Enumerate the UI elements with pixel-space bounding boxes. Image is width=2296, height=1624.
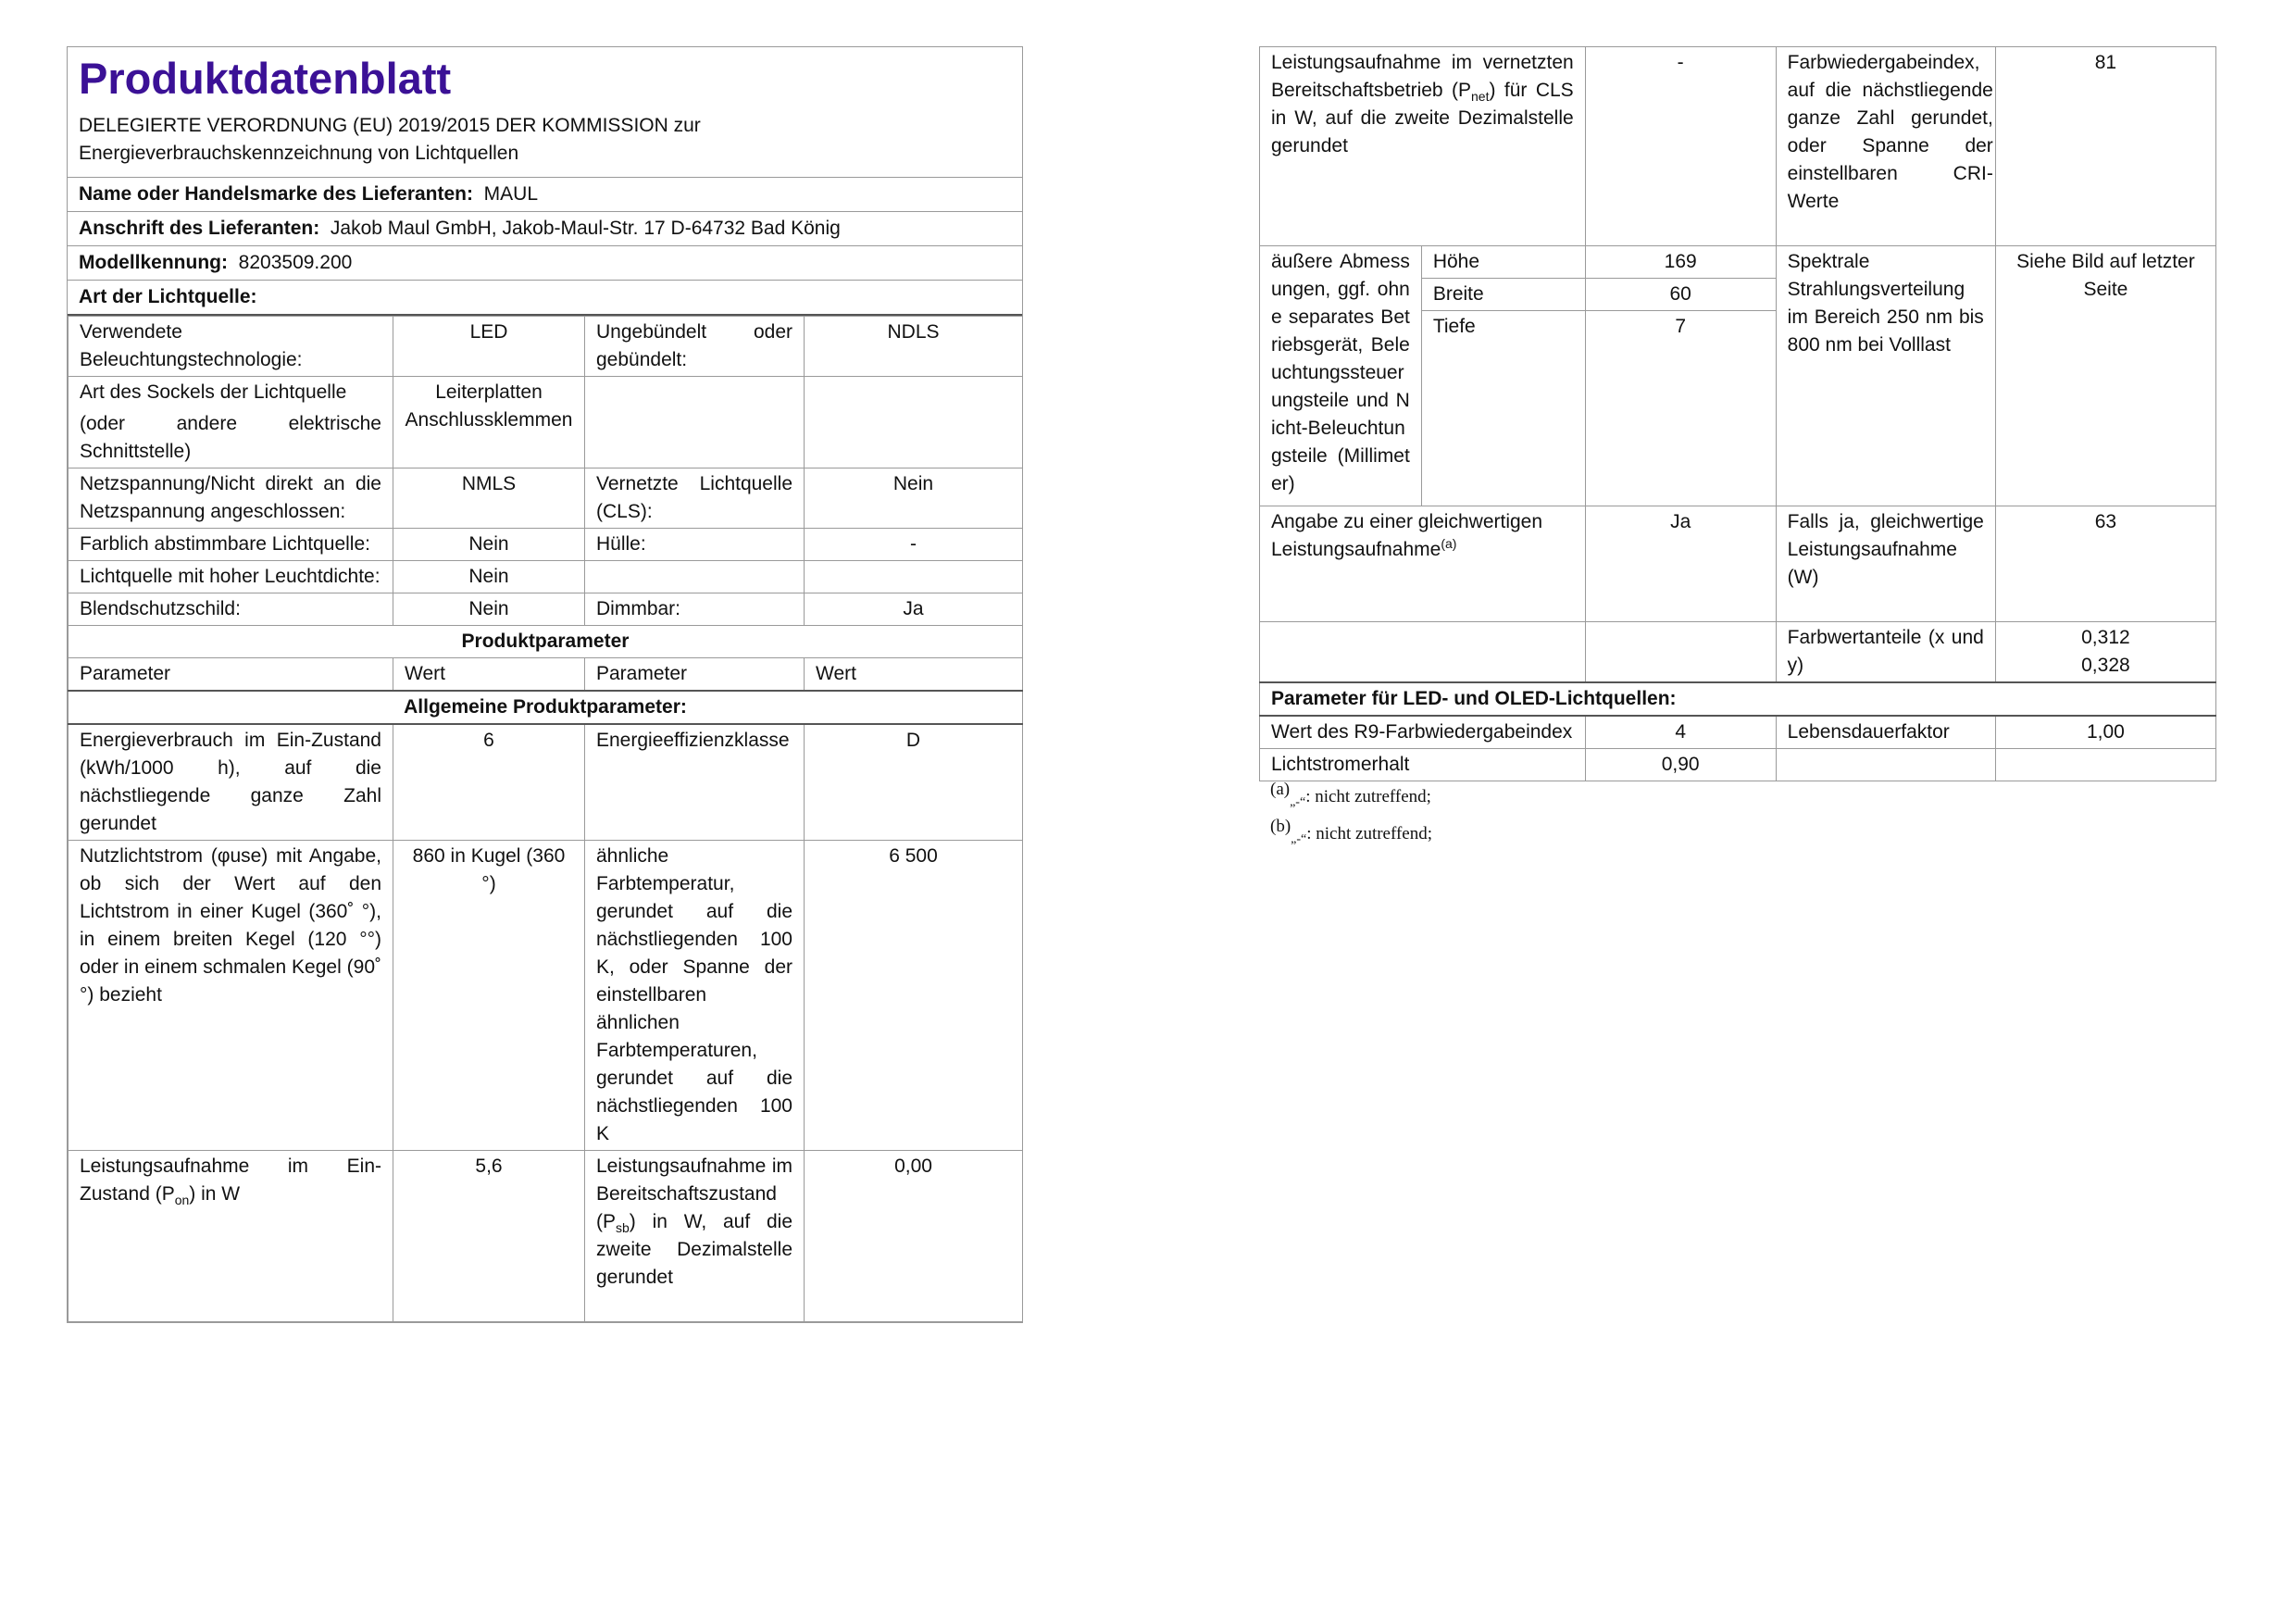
left-datasheet bbox=[67, 46, 1023, 1323]
depth-value: 7 bbox=[1585, 311, 1776, 506]
light-source-type-label: Art der Lichtquelle: bbox=[79, 286, 257, 307]
supplier-row bbox=[68, 178, 1022, 212]
value-cell: 0,00 bbox=[805, 1151, 1023, 1322]
value-cell: Nein bbox=[393, 561, 585, 593]
param-cell: Falls ja, gleichwertige Leistungsaufnahme (W) bbox=[1776, 506, 1995, 622]
empty-cell bbox=[1776, 749, 1995, 781]
column-header-value: Wert bbox=[393, 658, 585, 692]
param-cell: Farbwiedergabeindex, auf die nächstliegende ganze Zahl gerundet, oder Spanne der einstellbaren CRI-Werte bbox=[1776, 47, 1995, 246]
value-cell: NMLS bbox=[393, 468, 585, 529]
param-cell: Verwendete Beleuchtungstechnologie: bbox=[69, 317, 393, 377]
table-row bbox=[69, 561, 1023, 593]
param-cell: Lichtquelle mit hoher Leuchtdichte: bbox=[69, 561, 393, 593]
power-on-sub: on bbox=[174, 1193, 190, 1208]
param-cell: Farblich abstimmbare Lichtquelle: bbox=[69, 529, 393, 561]
empty-cell bbox=[1995, 749, 2215, 781]
equivalent-sup: (a) bbox=[1441, 536, 1457, 551]
table-row bbox=[1260, 622, 2216, 683]
subtitle-line-2: Energieverbrauchskennzeichnung von Lichtquellen bbox=[79, 143, 519, 164]
right-datasheet bbox=[1259, 46, 2216, 856]
param-cell: Dimmbar: bbox=[585, 593, 805, 626]
value-cell: Nein bbox=[393, 593, 585, 626]
supplier-label: Name oder Handelsmarke des Lieferanten: bbox=[79, 183, 473, 205]
value-cell: Nein bbox=[393, 529, 585, 561]
value-cell: 5,6 bbox=[393, 1151, 585, 1322]
param-cell bbox=[585, 1151, 805, 1322]
product-params-heading: Produktparameter bbox=[69, 626, 1023, 658]
value-cell: Nein bbox=[805, 468, 1023, 529]
regulation-subtitle bbox=[68, 108, 1022, 178]
value-cell: 4 bbox=[1585, 716, 1776, 749]
address-value: Jakob Maul GmbH, Jakob-Maul-Str. 17 D-64732 Bad König bbox=[330, 218, 841, 239]
depth-label: Tiefe bbox=[1421, 311, 1585, 506]
height-value: 169 bbox=[1585, 246, 1776, 279]
networked-label-a: Leistungsaufnahme im vernetzten Bereitschaftsbetrieb (P bbox=[1271, 52, 1574, 101]
footnote-quote: „-“ bbox=[1291, 832, 1307, 846]
value-cell: 6 500 bbox=[805, 841, 1023, 1151]
empty-cell bbox=[1260, 622, 1586, 683]
param-cell: Hülle: bbox=[585, 529, 805, 561]
width-value: 60 bbox=[1585, 279, 1776, 311]
value-cell bbox=[805, 377, 1023, 468]
column-header-param: Parameter bbox=[585, 658, 805, 692]
value-cell: - bbox=[805, 529, 1023, 561]
page-title: Produktdatenblatt bbox=[79, 54, 452, 103]
table-row bbox=[1260, 749, 2216, 781]
table-row bbox=[69, 317, 1023, 377]
general-params-heading: Allgemeine Produktparameter: bbox=[69, 691, 1023, 724]
power-on-label-b: ) in W bbox=[189, 1183, 241, 1205]
param-cell: Energieeffizienzklasse bbox=[585, 724, 805, 841]
model-row bbox=[68, 246, 1022, 281]
value-cell: 1,00 bbox=[1995, 716, 2215, 749]
param-cell: Netzspannung/Nicht direkt an die Netzspannung angeschlossen: bbox=[69, 468, 393, 529]
param-cell bbox=[1260, 47, 1586, 246]
standby-label-a: Leistungsaufnahme im Bereitschaftszustand (P bbox=[596, 1156, 792, 1232]
standby-sub: sb bbox=[616, 1220, 630, 1236]
socket-label-sub: (oder andere elektrische Schnittstelle) bbox=[80, 413, 381, 462]
led-params-heading: Parameter für LED- und OLED-Lichtquellen: bbox=[1260, 682, 2216, 716]
param-cell bbox=[1260, 506, 1586, 622]
param-cell: Ungebündelt oder gebündelt: bbox=[585, 317, 805, 377]
value-cell: NDLS bbox=[805, 317, 1023, 377]
value-cell: LED bbox=[393, 317, 585, 377]
value-cell: 0,90 bbox=[1585, 749, 1776, 781]
table-row bbox=[69, 1151, 1023, 1322]
footnote-mark: (b) bbox=[1270, 817, 1292, 836]
value-cell: 860 in Kugel (360 °) bbox=[393, 841, 585, 1151]
standby-label-b: ) in W, auf die zweite Dezimalstelle gerundet bbox=[596, 1211, 792, 1288]
section-heading-row bbox=[69, 691, 1023, 724]
column-header-value: Wert bbox=[805, 658, 1023, 692]
width-label: Breite bbox=[1421, 279, 1585, 311]
footnote-b bbox=[1270, 818, 2216, 856]
table-row bbox=[1260, 47, 2216, 246]
footnote-text: : nicht zutreffend; bbox=[1305, 787, 1431, 806]
param-cell: Lebensdauerfaktor bbox=[1776, 716, 1995, 749]
chromaticity-y: 0,328 bbox=[2081, 655, 2130, 676]
right-params-table bbox=[1259, 46, 2216, 781]
supplier-value: MAUL bbox=[483, 183, 539, 205]
column-header-row bbox=[69, 658, 1023, 692]
equivalent-label: Angabe zu einer gleichwertigen Leistungsaufnahme bbox=[1271, 511, 1543, 560]
value-cell: - bbox=[1585, 47, 1776, 246]
footnote-text: : nicht zutreffend; bbox=[1306, 824, 1433, 843]
value-cell: Ja bbox=[1585, 506, 1776, 622]
value-cell bbox=[1995, 622, 2215, 683]
table-row bbox=[1260, 506, 2216, 622]
value-cell: 6 bbox=[393, 724, 585, 841]
param-cell: Energieverbrauch im Ein-Zustand (kWh/1000 h), auf die nächstliegende ganze Zahl gerundet bbox=[69, 724, 393, 841]
power-on-label-a: Leistungsaufnahme im Ein-Zustand (P bbox=[80, 1156, 381, 1205]
value-cell: 81 bbox=[1995, 47, 2215, 246]
table-row bbox=[69, 377, 1023, 468]
footnote-mark: (a) bbox=[1270, 780, 1291, 799]
param-cell: Spektrale Strahlungsverteilung im Bereich 250 nm bis 800 nm bei Volllast bbox=[1776, 246, 1995, 506]
socket-label: Art des Sockels der Lichtquelle bbox=[80, 381, 347, 403]
address-row bbox=[68, 212, 1022, 246]
table-row bbox=[69, 468, 1023, 529]
value-cell: D bbox=[805, 724, 1023, 841]
table-row bbox=[1260, 246, 2216, 279]
param-cell: Lichtstromerhalt bbox=[1260, 749, 1586, 781]
footnote-quote: „-“ bbox=[1290, 795, 1306, 809]
section-heading-row bbox=[1260, 682, 2216, 716]
column-header-param: Parameter bbox=[69, 658, 393, 692]
networked-sub: net bbox=[1471, 89, 1490, 105]
value-cell: Leiterplatten Anschlussklemmen bbox=[393, 377, 585, 468]
param-cell bbox=[585, 561, 805, 593]
left-params-table bbox=[68, 316, 1023, 1322]
table-row bbox=[1260, 716, 2216, 749]
footnotes bbox=[1259, 781, 2216, 856]
param-cell bbox=[69, 1151, 393, 1322]
footnote-a bbox=[1270, 781, 2216, 818]
networked-label-b: ) für CLS in W, auf die zweite Dezimalstelle gerundet bbox=[1271, 80, 1574, 156]
value-cell: Siehe Bild auf letzter Seite bbox=[1995, 246, 2215, 506]
model-value: 8203509.200 bbox=[238, 252, 353, 273]
param-cell: Blendschutzschild: bbox=[69, 593, 393, 626]
param-cell: Vernetzte Lichtquelle (CLS): bbox=[585, 468, 805, 529]
height-label: Höhe bbox=[1421, 246, 1585, 279]
value-cell: Ja bbox=[805, 593, 1023, 626]
param-cell bbox=[585, 377, 805, 468]
model-label: Modellkennung: bbox=[79, 252, 228, 273]
dimensions-label: äußere Abmessungen, ggf. ohne separates Betriebsgerät, Beleuchtungssteuerungsteile und Nicht-Beleuchtungsteile (Millimeter) bbox=[1260, 246, 1422, 506]
param-cell: Farbwertanteile (x und y) bbox=[1776, 622, 1995, 683]
value-cell bbox=[805, 561, 1023, 593]
param-cell: Wert des R9-Farbwiedergabeindex bbox=[1260, 716, 1586, 749]
table-row bbox=[69, 841, 1023, 1151]
subtitle-line-1: DELEGIERTE VERORDNUNG (EU) 2019/2015 DER KOMMISSION zur bbox=[79, 115, 701, 136]
param-cell: ähnliche Farbtemperatur, gerundet auf die nächstliegenden 100 K, oder Spanne der einstellbaren ähnlichen Farbtemperaturen, gerundet auf die nächstliegenden 100 K bbox=[585, 841, 805, 1151]
table-row bbox=[69, 593, 1023, 626]
section-heading-row bbox=[69, 626, 1023, 658]
empty-cell bbox=[1585, 622, 1776, 683]
address-label: Anschrift des Lieferanten: bbox=[79, 218, 320, 239]
value-cell: 63 bbox=[1995, 506, 2215, 622]
chromaticity-x: 0,312 bbox=[2081, 627, 2130, 648]
param-cell: Nutzlichtstrom (φuse) mit Angabe, ob sich der Wert auf den Lichtstrom in einer Kugel (360˚ °), in einem breiten Kegel (120 °°) oder in einem schmalen Kegel (90˚ °) bezieht bbox=[69, 841, 393, 1151]
table-row bbox=[69, 724, 1023, 841]
light-source-type-row bbox=[68, 281, 1022, 316]
table-row bbox=[69, 529, 1023, 561]
param-cell bbox=[69, 377, 393, 468]
